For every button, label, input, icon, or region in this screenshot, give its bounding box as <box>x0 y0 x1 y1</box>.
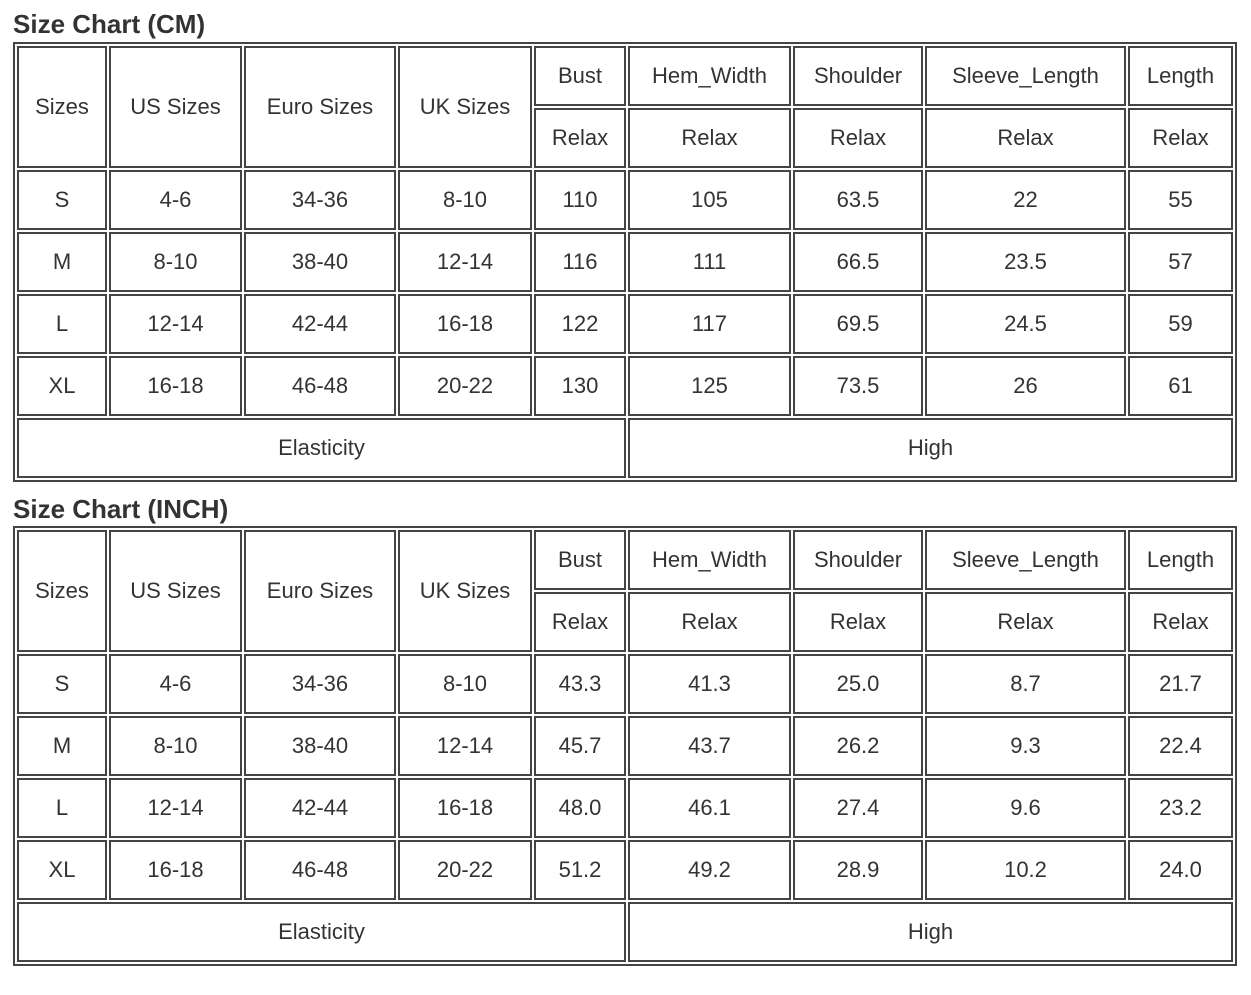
table-cell: 12-14 <box>109 294 242 354</box>
table-cell: 117 <box>628 294 791 354</box>
table-cell: 26 <box>925 356 1126 416</box>
table-cell: 21.7 <box>1128 654 1233 714</box>
table-cell: 12-14 <box>398 716 532 776</box>
table-cell: 22.4 <box>1128 716 1233 776</box>
column-header: Hem_Width <box>628 530 791 590</box>
table-cell: M <box>17 716 107 776</box>
table-cell: 49.2 <box>628 840 791 900</box>
table-cell: 48.0 <box>534 778 626 838</box>
table-row <box>17 356 1233 416</box>
table-cell: 12-14 <box>109 778 242 838</box>
table-cell: 8-10 <box>398 654 532 714</box>
table-row <box>17 840 1233 900</box>
table-cell: L <box>17 294 107 354</box>
elasticity-row <box>17 902 1233 962</box>
table-cell: 43.7 <box>628 716 791 776</box>
table-cell: 27.4 <box>793 778 923 838</box>
table-cell: 26.2 <box>793 716 923 776</box>
table-cell: 73.5 <box>793 356 923 416</box>
table-row <box>17 716 1233 776</box>
column-header: Length <box>1128 46 1233 106</box>
table-cell: 8-10 <box>398 170 532 230</box>
header-row <box>17 46 1233 106</box>
table-row <box>17 654 1233 714</box>
table-row <box>17 232 1233 292</box>
table-cell: L <box>17 778 107 838</box>
table-cell: 23.2 <box>1128 778 1233 838</box>
table-cell: 63.5 <box>793 170 923 230</box>
size-chart-inch-table <box>13 526 1237 966</box>
table-cell: 23.5 <box>925 232 1126 292</box>
table-cell: 42-44 <box>244 294 396 354</box>
column-header: Shoulder <box>793 530 923 590</box>
table-cell: 38-40 <box>244 232 396 292</box>
table-cell: 24.5 <box>925 294 1126 354</box>
size-chart-cm-title: Size Chart (CM) <box>13 9 206 39</box>
column-header: UK Sizes <box>398 530 532 652</box>
size-chart-cm-table <box>13 42 1237 482</box>
column-header: Bust <box>534 530 626 590</box>
table-cell: 16-18 <box>398 778 532 838</box>
table-cell: 38-40 <box>244 716 396 776</box>
table-cell: 20-22 <box>398 356 532 416</box>
table-cell: XL <box>17 840 107 900</box>
table-cell: 16-18 <box>109 840 242 900</box>
table-cell: 28.9 <box>793 840 923 900</box>
table-cell: 25.0 <box>793 654 923 714</box>
table-cell: 4-6 <box>109 654 242 714</box>
table-cell: 8-10 <box>109 232 242 292</box>
fit-subheader: Relax <box>1128 108 1233 168</box>
table-cell: 34-36 <box>244 170 396 230</box>
table-cell: 24.0 <box>1128 840 1233 900</box>
table-row <box>17 294 1233 354</box>
table-cell: 16-18 <box>398 294 532 354</box>
column-header: Hem_Width <box>628 46 791 106</box>
elasticity-value: High <box>628 902 1233 962</box>
fit-subheader: Relax <box>1128 592 1233 652</box>
column-header: Length <box>1128 530 1233 590</box>
table-cell: 9.6 <box>925 778 1126 838</box>
table-cell: 130 <box>534 356 626 416</box>
table-row <box>17 778 1233 838</box>
table-cell: 55 <box>1128 170 1233 230</box>
column-header: UK Sizes <box>398 46 532 168</box>
table-cell: 116 <box>534 232 626 292</box>
table-cell: 66.5 <box>793 232 923 292</box>
table-cell: 4-6 <box>109 170 242 230</box>
table-cell: S <box>17 170 107 230</box>
table-cell: 8.7 <box>925 654 1126 714</box>
table-cell: 111 <box>628 232 791 292</box>
column-header: Bust <box>534 46 626 106</box>
table-cell: 59 <box>1128 294 1233 354</box>
column-header: Sleeve_Length <box>925 530 1126 590</box>
fit-subheader: Relax <box>628 108 791 168</box>
table-cell: 69.5 <box>793 294 923 354</box>
header-row <box>17 530 1233 590</box>
fit-subheader: Relax <box>628 592 791 652</box>
table-cell: 46.1 <box>628 778 791 838</box>
fit-subheader: Relax <box>925 592 1126 652</box>
column-header: Euro Sizes <box>244 46 396 168</box>
table-cell: 105 <box>628 170 791 230</box>
fit-subheader: Relax <box>793 592 923 652</box>
table-cell: 12-14 <box>398 232 532 292</box>
table-cell: 42-44 <box>244 778 396 838</box>
column-header: US Sizes <box>109 530 242 652</box>
elasticity-row <box>17 418 1233 478</box>
table-cell: 43.3 <box>534 654 626 714</box>
column-header: Euro Sizes <box>244 530 396 652</box>
size-chart-inch-title: Size Chart (INCH) <box>13 494 229 524</box>
table-cell: 8-10 <box>109 716 242 776</box>
table-cell: 57 <box>1128 232 1233 292</box>
table-cell: 46-48 <box>244 840 396 900</box>
table-cell: 125 <box>628 356 791 416</box>
table-cell: M <box>17 232 107 292</box>
table-cell: 16-18 <box>109 356 242 416</box>
column-header: Shoulder <box>793 46 923 106</box>
elasticity-label: Elasticity <box>17 902 626 962</box>
table-cell: 46-48 <box>244 356 396 416</box>
table-row <box>17 170 1233 230</box>
table-cell: S <box>17 654 107 714</box>
column-header: Sizes <box>17 530 107 652</box>
column-header: US Sizes <box>109 46 242 168</box>
table-cell: 45.7 <box>534 716 626 776</box>
fit-subheader: Relax <box>534 108 626 168</box>
elasticity-value: High <box>628 418 1233 478</box>
elasticity-label: Elasticity <box>17 418 626 478</box>
table-cell: 34-36 <box>244 654 396 714</box>
table-cell: 51.2 <box>534 840 626 900</box>
table-cell: XL <box>17 356 107 416</box>
table-cell: 110 <box>534 170 626 230</box>
table-cell: 22 <box>925 170 1126 230</box>
fit-subheader: Relax <box>793 108 923 168</box>
fit-subheader: Relax <box>925 108 1126 168</box>
table-cell: 20-22 <box>398 840 532 900</box>
table-cell: 9.3 <box>925 716 1126 776</box>
table-cell: 41.3 <box>628 654 791 714</box>
table-cell: 61 <box>1128 356 1233 416</box>
table-cell: 122 <box>534 294 626 354</box>
column-header: Sleeve_Length <box>925 46 1126 106</box>
column-header: Sizes <box>17 46 107 168</box>
fit-subheader: Relax <box>534 592 626 652</box>
table-cell: 10.2 <box>925 840 1126 900</box>
